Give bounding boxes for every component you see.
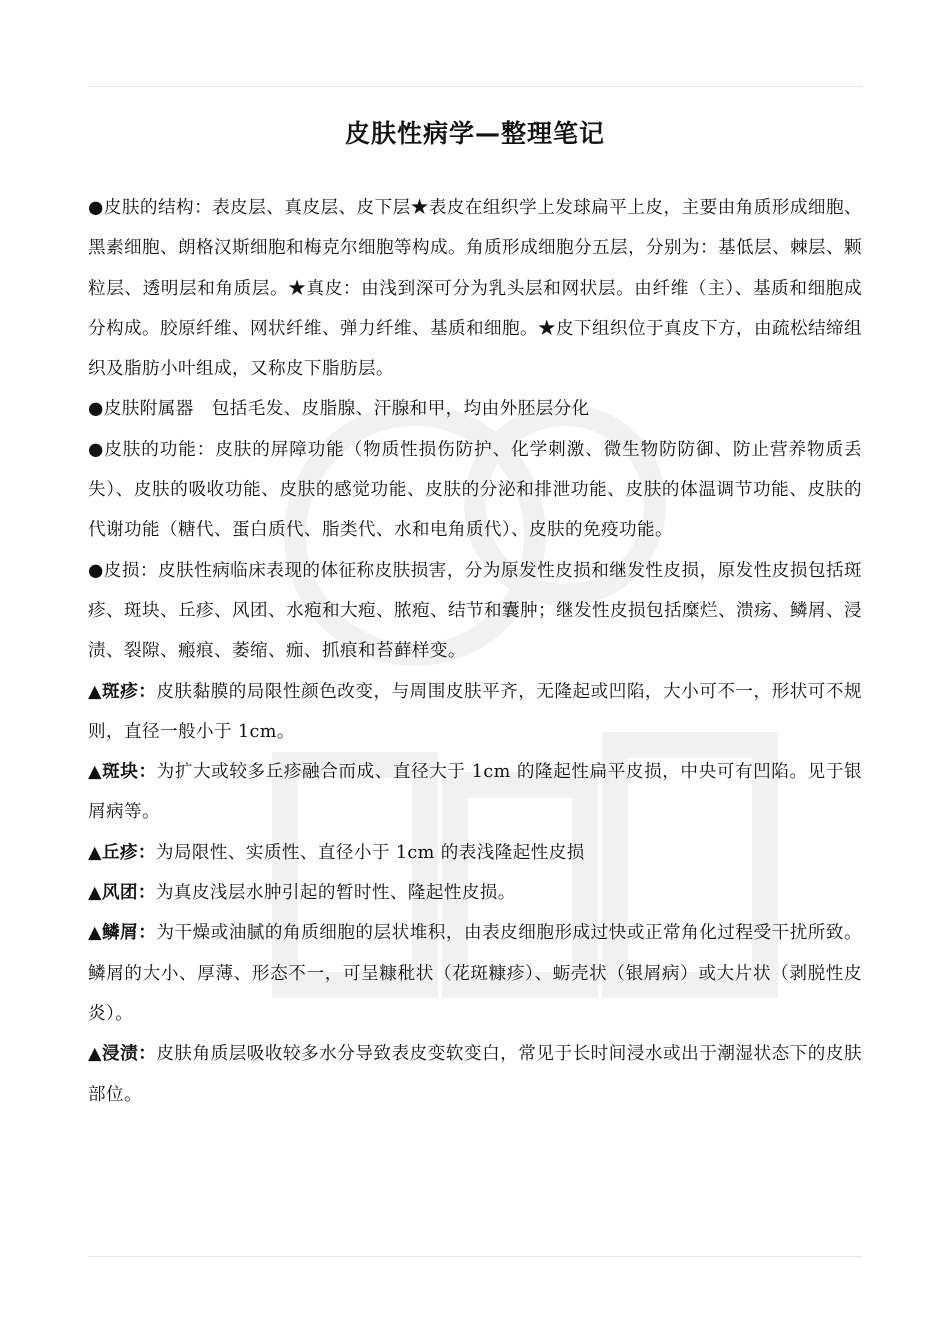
paragraph-appendages: ●皮肤附属器 包括毛发、皮脂腺、汗腺和甲，均由外胚层分化	[88, 399, 590, 420]
document-body	[88, 188, 862, 1115]
paragraph-maceration: ▲浸渍：皮肤角质层吸收较多水分导致表皮变软变白，常见于长时间浸水或出于潮湿状态下的皮肤部位。	[88, 1043, 862, 1105]
paragraph-papule: ▲丘疹：为局限性、实质性、直径小于 1cm 的表浅隆起性皮损	[88, 841, 585, 863]
paragraph-lesions: ●皮损：皮肤性病临床表现的体征称皮肤损害，分为原发性皮损和继发性皮损，原发性皮损包括斑疹、斑块、丘疹、风团、水疱和大疱、脓疱、结节和囊肿；继发性皮损包括糜烂、溃疡、鳞屑、浸渍、裂隙、瘢痕、萎缩、痂、抓痕和苔藓样变。	[88, 560, 862, 662]
paragraph-macule: ▲斑疹：皮肤黏膜的局限性颜色改变，与周围皮肤平齐，无隆起或凹陷，大小可不一，形状可不规则，直径一般小于 1cm。	[88, 680, 862, 742]
header-rule	[88, 86, 862, 87]
paragraph-scale: ▲鳞屑：为干燥或油腻的角质细胞的层状堆积，由表皮细胞形成过快或正常角化过程受干扰所致。鳞屑的大小、厚薄、形态不一，可呈糠秕状（花斑糠疹）、蛎壳状（银屑病）或大片状（剥脱性皮炎）。	[88, 922, 862, 1024]
paragraph-plaque: ▲斑块：为扩大或较多丘疹融合而成、直径大于 1cm 的隆起性扁平皮损，中央可有凹陷。见于银屑病等。	[88, 761, 862, 823]
paragraph-wheal: ▲风团：为真皮浅层水肿引起的暂时性、隆起性皮损。	[88, 882, 516, 904]
paragraph-structure: ●皮肤的结构：表皮层、真皮层、皮下层★表皮在组织学上发球扁平上皮，主要由角质形成细胞、黑素细胞、朗格汉斯细胞和梅克尔细胞等构成。角质形成细胞分五层，分别为：基低层、棘层、颗粒层、透明层和角质层。★真皮：由浅到深可分为乳头层和网状层。由纤维（主）、基质和细胞成分构成。胶原纤维、网状纤维、弹力纤维、基质和细胞。★皮下组织位于真皮下方，由疏松结缔组织及脂肪小叶组成，又称皮下脂肪层。	[88, 198, 862, 380]
paragraph-function: ●皮肤的功能：皮肤的屏障功能（物质性损伤防护、化学刺激、微生物防防御、防止营养物质丢失）、皮肤的吸收功能、皮肤的感觉功能、皮肤的分泌和排泄功能、皮肤的体温调节功能、皮肤的代谢功能（糖代、蛋白质代、脂类代、水和电角质代）、皮肤的免疫功能。	[88, 439, 862, 541]
page-title: 皮肤性病学—整理笔记	[344, 119, 605, 148]
footer-rule	[88, 1256, 862, 1257]
